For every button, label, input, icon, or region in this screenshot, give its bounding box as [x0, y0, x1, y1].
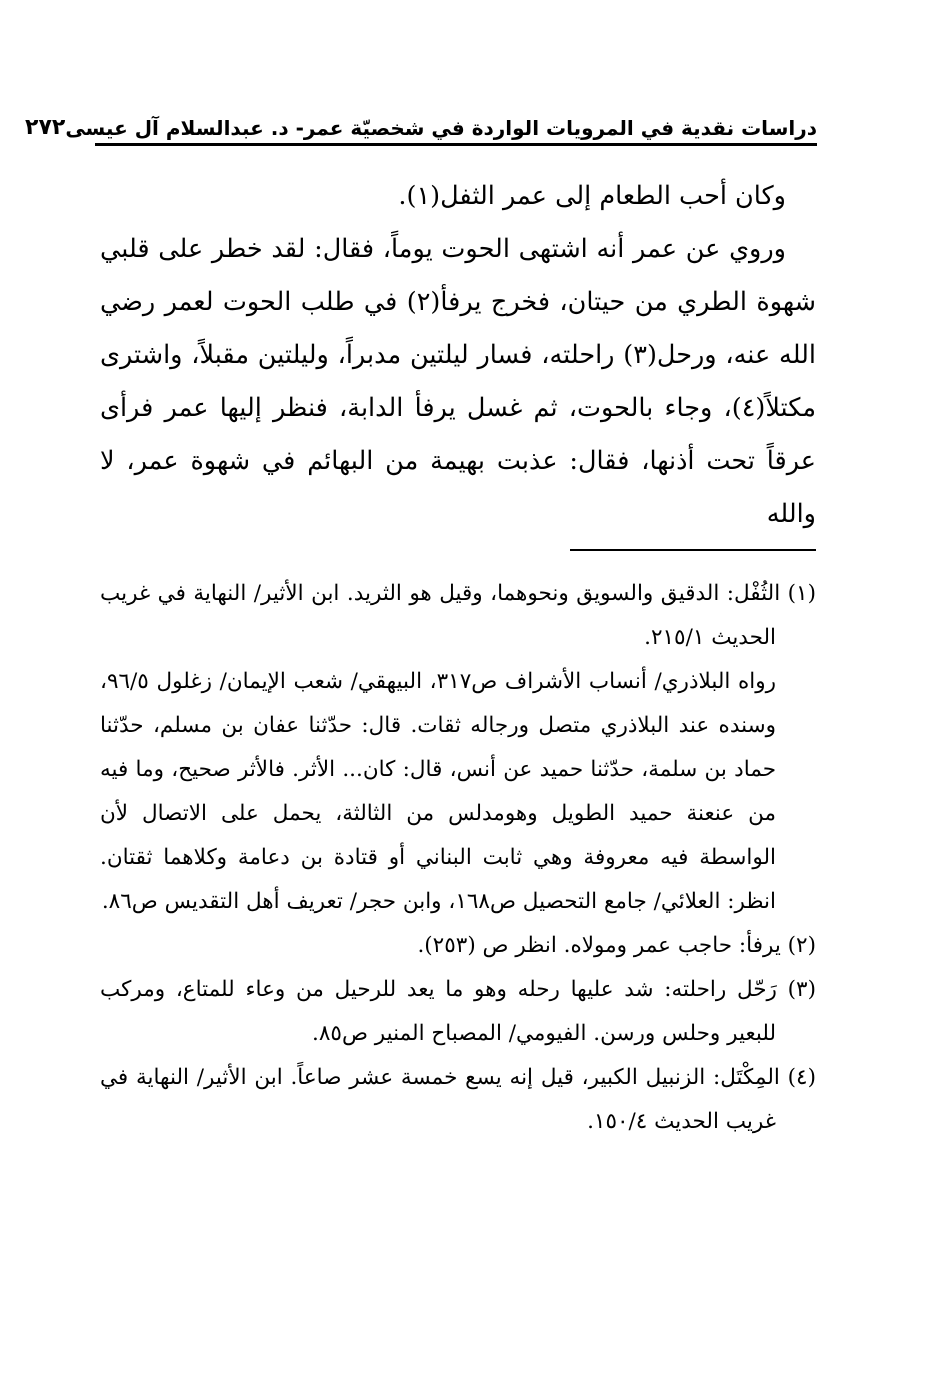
- header-rule: [95, 143, 817, 146]
- footnote-3: (٣) رَحّل راحلته: شد عليها رحله وهو ما يعد للرحيل من وعاء للمتاع، ومركب للبعير وحلس ورسن. الفيومي/ المصباح المنير ص٨٥.: [100, 977, 816, 1046]
- body-paragraph: وروي عن عمر أنه اشتهى الحوت يوماً، فقال: لقد خطر على قلبي شهوة الطري من حيتان، فخرج يرفأ(٢) في طلب الحوت لعمر رضي الله عنه، ورحل(٣) راحلته، فسار ليلتين مدبراً، وليلتين مقبلاً، واشترى مكتلاً(٤)، وجاء بالحوت، ثم غسل يرفأ الدابة، فنظر إليها عمر فرأى عرقاً تحت أذنها، فقال: عذبت بهيمة من البهائم في شهوة عمر، لا والله: [100, 234, 816, 529]
- footnote-1-continuation: رواه البلاذري/ أنساب الأشراف ص٣١٧، البيهقي/ شعب الإيمان/ زغلول ٩٦/٥، وسنده عند البلاذري متصل ورجاله ثقات. قال: حدّثنا عفان بن مسلم، حدّثنا حماد بن سلمة، حدّثنا حميد عن أنس، قال: كان... الأثر. فالأثر صحيح، وما فيه من عنعنة حميد الطويل وهومدلس من الثالثة، يحمل على الاتصال لأن الواسطة فيه معروفة وهي ثابت البناني أو قتادة بن دعامة وكلاهما ثقتان. انظر: العلائي/ جامع التحصيل ص١٦٨، وابن حجر/ تعريف أهل التقديس ص٨٦.: [100, 669, 776, 914]
- footnotes: [100, 572, 816, 1144]
- page-number: ٢٧٢: [25, 115, 66, 140]
- running-header: [25, 104, 817, 140]
- main-text: [100, 170, 816, 541]
- body-paragraph: وكان أحب الطعام إلى عمر الثفل(١).: [398, 181, 786, 211]
- footnote-separator: [570, 549, 816, 551]
- footnote-1: (١) الثُفْل: الدقيق والسويق ونحوهما، وقيل هو الثريد. ابن الأثير/ النهاية في غريب الحديث ٢١٥/١.: [100, 581, 816, 650]
- header-title: دراسات نقدية في المرويات الواردة في شخصيّة عمر- د. عبدالسلام آل عيسى: [65, 116, 817, 140]
- footnote-2: (٢) يرفأ: حاجب عمر ومولاه. انظر ص (٢٥٣).: [417, 933, 816, 958]
- footnote-4: (٤) المِكْتَل: الزنبيل الكبير، قيل إنه يسع خمسة عشر صاعاً. ابن الأثير/ النهاية في غريب الحديث ١٥٠/٤.: [100, 1065, 816, 1134]
